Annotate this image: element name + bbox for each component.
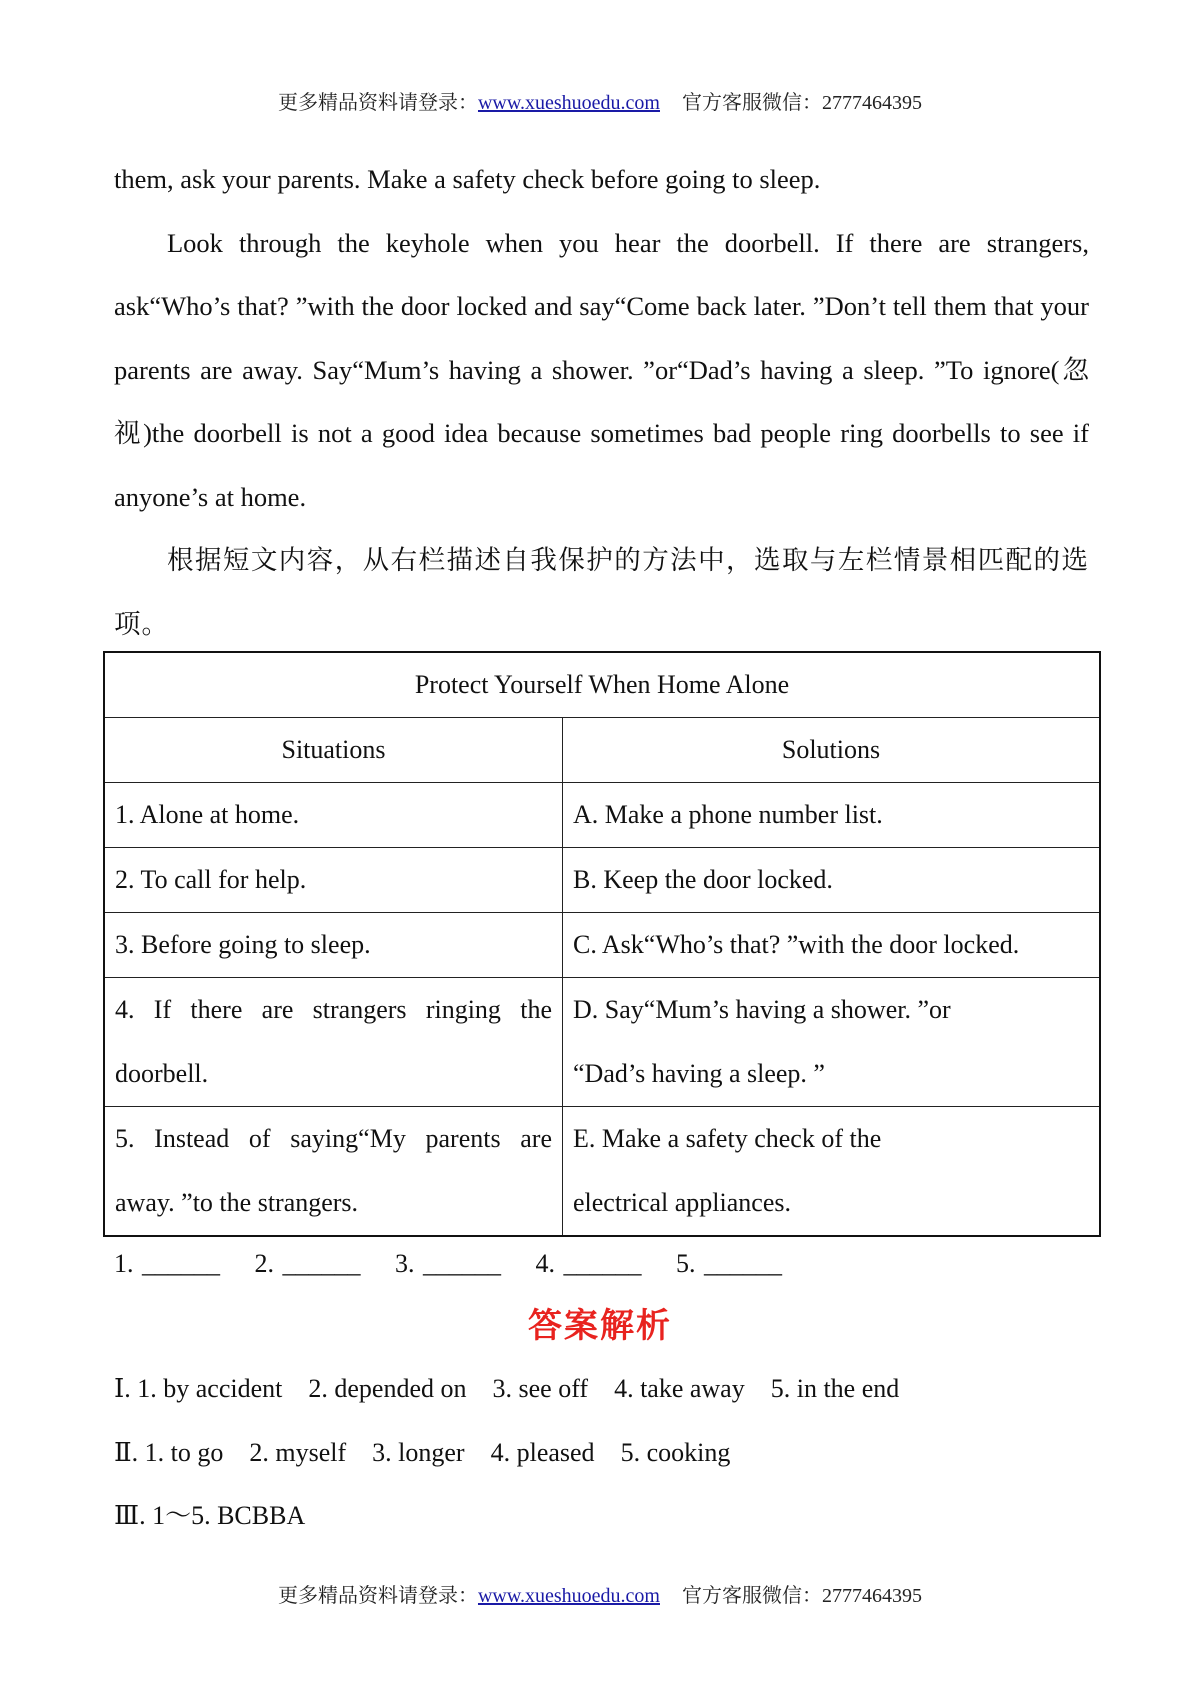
- answer-item: 5. cooking: [620, 1437, 731, 1467]
- passage-paragraph-1: them, ask your parents. Make a safety check before going to sleep.: [114, 164, 821, 194]
- answer-item: 4. pleased: [490, 1437, 595, 1467]
- header-prefix: 更多精品资料请登录：: [277, 92, 478, 114]
- answer-blanks: [114, 1232, 808, 1296]
- blank-3[interactable]: 3. ______: [395, 1249, 501, 1278]
- solution-cell: B. Keep the door locked.: [563, 848, 1101, 913]
- footer-link[interactable]: www.xueshuoedu.com: [477, 1585, 660, 1607]
- page-header: [0, 86, 1200, 115]
- answer-item: 4. take away: [614, 1374, 745, 1403]
- table-title-row: [104, 652, 1100, 718]
- footer-service: 官方客服微信：2777464395: [682, 1585, 922, 1607]
- answer-item: 5. in the end: [770, 1374, 900, 1403]
- table-header-row: [104, 718, 1100, 783]
- answer-item: 2. myself: [249, 1437, 347, 1467]
- answer-item: 2. depended on: [308, 1374, 467, 1403]
- solution-line: E. Make a safety check of the: [573, 1124, 882, 1153]
- table-title: Protect Yourself When Home Alone: [104, 652, 1100, 718]
- situation-cell: 5. Instead of saying“My parents are away. ”to the strangers.: [104, 1107, 563, 1237]
- table-row: [104, 848, 1100, 913]
- answer-row-3: [114, 1484, 925, 1548]
- blank-4[interactable]: 4. ______: [535, 1249, 642, 1278]
- answer-row-1: [114, 1357, 925, 1421]
- situation-cell: 4. If there are strangers ringing the doorbell.: [104, 978, 563, 1107]
- answer-item: 3. see off: [492, 1374, 589, 1403]
- table-row: [104, 978, 1100, 1107]
- solution-line: “Dad’s having a sleep. ”: [573, 1059, 825, 1088]
- column-header-solutions: Solutions: [563, 718, 1101, 783]
- situation-cell: 3. Before going to sleep.: [104, 913, 563, 978]
- answer-key: [114, 1357, 925, 1548]
- page-footer: [0, 1579, 1200, 1608]
- solution-line: electrical appliances.: [573, 1188, 791, 1217]
- blank-1[interactable]: 1. ______: [114, 1249, 220, 1278]
- matching-table: [103, 651, 1101, 1237]
- solution-cell: [563, 1107, 1101, 1237]
- passage-paragraph-2: Look through the keyhole when you hear the doorbell. If there are strangers, ask“Who’s that? ”with the door locked and say“Come back later. ”Don’t tell them that your parents are away. Say“Mum’s having a shower. ”or“Dad’s having a sleep. ”To ignore(忽视)the doorbell is not a good idea because sometimes bad people ring doorbells to see if anyone’s at home.: [114, 227, 1089, 512]
- table-row: [104, 913, 1100, 978]
- instruction: 根据短文内容，从右栏描述自我保护的方法中，选取与左栏情景相匹配的选项。: [114, 545, 1089, 639]
- table-row: [104, 783, 1100, 848]
- answer-item: Ⅲ. 1～5. BCBBA: [114, 1501, 306, 1530]
- passage: [114, 148, 1089, 656]
- footer-prefix: 更多精品资料请登录：: [277, 1585, 478, 1607]
- solution-cell: [563, 978, 1101, 1107]
- header-service: 官方客服微信：2777464395: [682, 92, 922, 114]
- blank-2[interactable]: 2. ______: [254, 1249, 361, 1278]
- situation-cell: 2. To call for help.: [104, 848, 563, 913]
- situation-cell: 1. Alone at home.: [104, 783, 563, 848]
- answer-section-title: 答案解析: [528, 1306, 672, 1346]
- solution-line: D. Say“Mum’s having a shower. ”or: [573, 995, 951, 1024]
- answer-item: Ⅱ. 1. to go: [114, 1437, 224, 1467]
- answer-row-2: [114, 1421, 925, 1485]
- answer-item: Ⅰ. 1. by accident: [114, 1374, 283, 1403]
- solution-cell: A. Make a phone number list.: [563, 783, 1101, 848]
- solution-cell: C. Ask“Who’s that? ”with the door locked.: [563, 913, 1101, 978]
- answer-item: 3. longer: [372, 1437, 465, 1467]
- column-header-situations: Situations: [104, 718, 563, 783]
- table-row: [104, 1107, 1100, 1237]
- blank-5[interactable]: 5. ______: [676, 1249, 782, 1278]
- header-link[interactable]: www.xueshuoedu.com: [477, 92, 660, 114]
